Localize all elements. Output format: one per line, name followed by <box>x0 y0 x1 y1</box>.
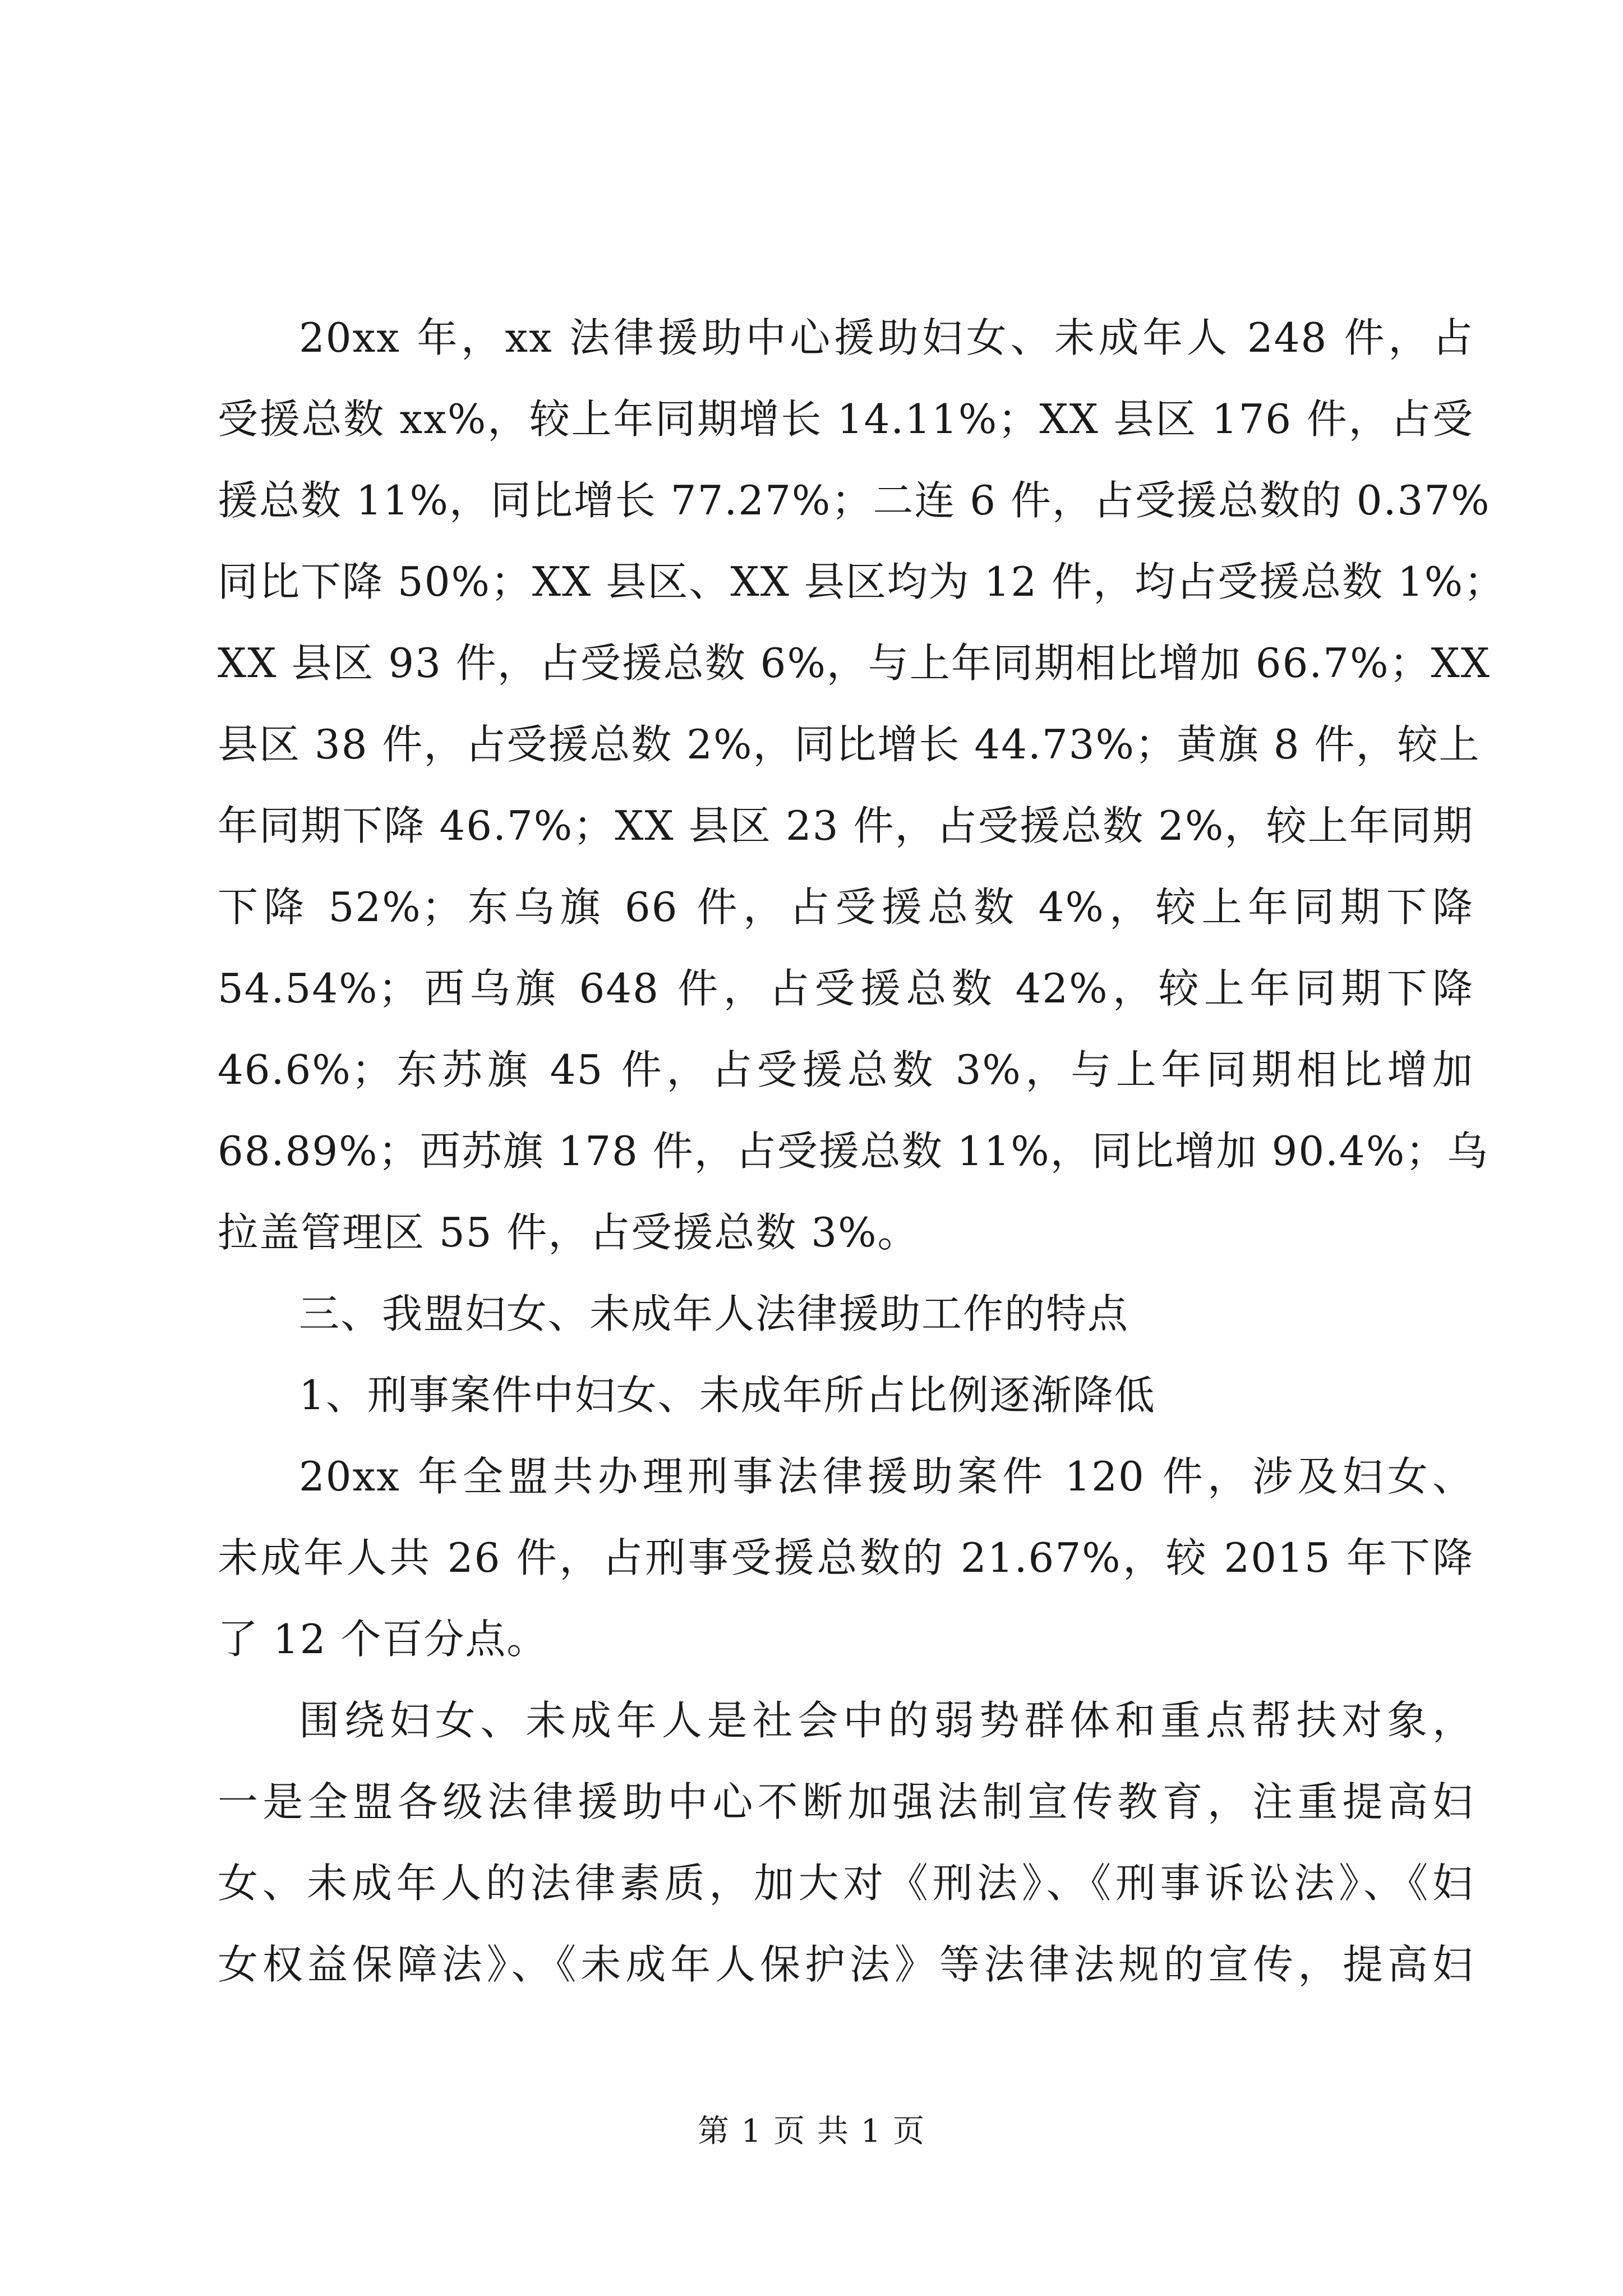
text-line: 同比下降 50%；XX 县区、XX 县区均为 12 件，均占受援总数 1%； <box>218 558 1506 605</box>
subsection-heading: 1、刑事案件中妇女、未成年所占比例逐渐降低 <box>299 1372 1156 1419</box>
text-line: 68.89%；西苏旗 178 件，占受援总数 11%，同比增加 90.4%；乌 <box>218 1128 1489 1175</box>
text-line: 女权益保障法》、《未成年人保护法》等法律法规的宣传，提高妇 <box>218 1941 1474 1988</box>
text-line: 县区 38 件，占受援总数 2%，同比增长 44.73%；黄旗 8 件，较上 <box>218 721 1481 768</box>
text-line: 一是全盟各级法律援助中心不断加强法制宣传教育，注重提高妇 <box>218 1778 1474 1825</box>
text-line: 拉盖管理区 55 件，占受援总数 3%。 <box>218 1209 919 1256</box>
text-line: 54.54%；西乌旗 648 件，占受援总数 42%，较上年同期下降 <box>218 965 1474 1012</box>
text-line: 下降 52%；东乌旗 66 件，占受援总数 4%，较上年同期下降 <box>218 884 1474 931</box>
text-line: 援总数 11%，同比增长 77.27%；二连 6 件，占受援总数的 0.37% <box>218 477 1491 524</box>
text-line: 年同期下降 46.7%；XX 县区 23 件，占受援总数 2%，较上年同期 <box>218 802 1474 849</box>
text-line: 受援总数 xx%，较上年同期增长 14.11%；XX 县区 176 件，占受 <box>218 395 1474 443</box>
text-line: 20xx 年，xx 法律援助中心援助妇女、未成年人 248 件，占 <box>299 314 1474 361</box>
text-line: 围绕妇女、未成年人是社会中的弱势群体和重点帮扶对象， <box>299 1697 1474 1744</box>
page-footer: 第 1 页 共 1 页 <box>697 2113 926 2150</box>
text-line: 未成年人共 26 件，占刑事受援总数的 21.67%，较 2015 年下降 <box>218 1534 1474 1581</box>
section-heading: 三、我盟妇女、未成年人法律援助工作的特点 <box>299 1290 1129 1337</box>
text-line: 女、未成年人的法律素质，加大对《刑法》、《刑事诉讼法》、《妇 <box>218 1860 1474 1907</box>
text-line: 20xx 年全盟共办理刑事法律援助案件 120 件，涉及妇女、 <box>299 1453 1474 1500</box>
text-line: 46.6%；东苏旗 45 件，占受援总数 3%，与上年同期相比增加 <box>218 1046 1474 1093</box>
text-line: 了 12 个百分点。 <box>218 1616 548 1663</box>
document-body <box>218 297 1506 2005</box>
text-line: XX 县区 93 件，占受援总数 6%，与上年同期相比增加 66.7%；XX <box>218 639 1491 687</box>
